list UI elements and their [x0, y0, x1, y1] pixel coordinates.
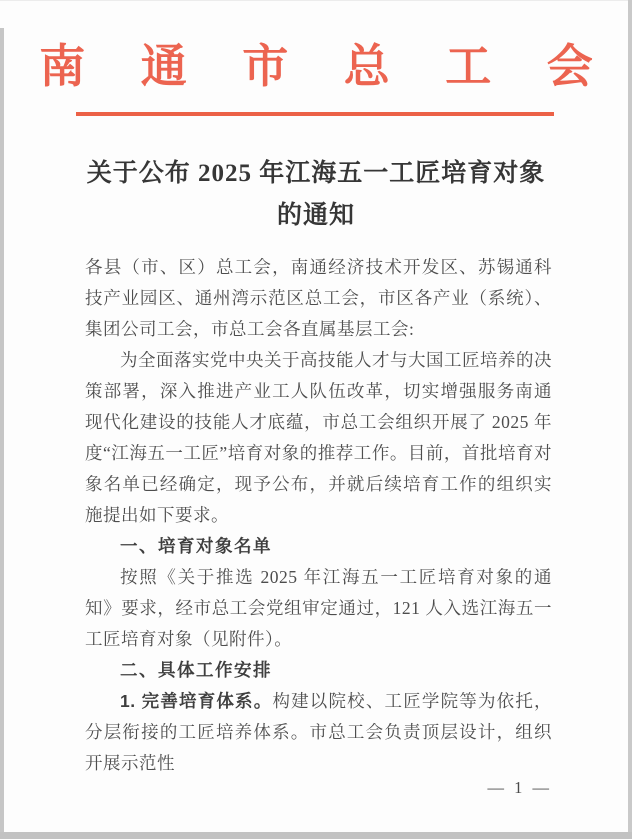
document-title-line1: 关于公布 2025 年江海五一工匠培育对象 [86, 160, 546, 187]
scan-edge-right [628, 0, 632, 839]
work-item-1-text: 构建以院校、工匠学院等为依托，分层衔接的工匠培养体系。市总工会负责顶层设计，组织开展示范性 [85, 691, 553, 773]
document-title-line2: 的通知 [276, 202, 355, 229]
scan-edge-bottom [0, 832, 632, 839]
org-name-header: 南 通 市 总 工 会 [39, 41, 615, 92]
section1-paragraph: 按照《关于推选 2025 年江海五一工匠培育对象的通知》要求，经市总工会党组审定通过，121 人入选江海五一工匠培育对象（见附件）。 [85, 567, 552, 649]
red-divider-line [76, 112, 554, 116]
document-title [0, 153, 632, 237]
intro-paragraph: 为全面落实党中央关于高技能人才与大国工匠培养的决策部署，深入推进产业工人队伍改革，切实增强服务南通现代化建设的技能人才底蕴，市总工会组织开展了 2025 年度“江海五一工匠”培育对象的推荐工作。目前，首批培育对象名单已经确定，现予公布，并就后续培育工作的组织实施提出如下要求。 [85, 350, 552, 525]
document-body [85, 252, 552, 779]
section1-heading: 一、培育对象名单 [120, 536, 272, 556]
section2-heading: 二、具体工作安排 [120, 660, 272, 680]
salutation-paragraph: 各县（市、区）总工会，南通经济技术开发区、苏锡通科技产业园区、通州湾示范区总工会，市区各产业（系统）、集团公司工会，市总工会各直属基层工会: [85, 257, 552, 339]
work-item-1-lead: 1. 完善培育体系。 [120, 691, 273, 711]
scan-edge-top [0, 0, 632, 1]
work-item-1-paragraph [85, 686, 552, 779]
scan-edge-left [0, 28, 4, 839]
page-number: — 1 — [487, 778, 552, 797]
